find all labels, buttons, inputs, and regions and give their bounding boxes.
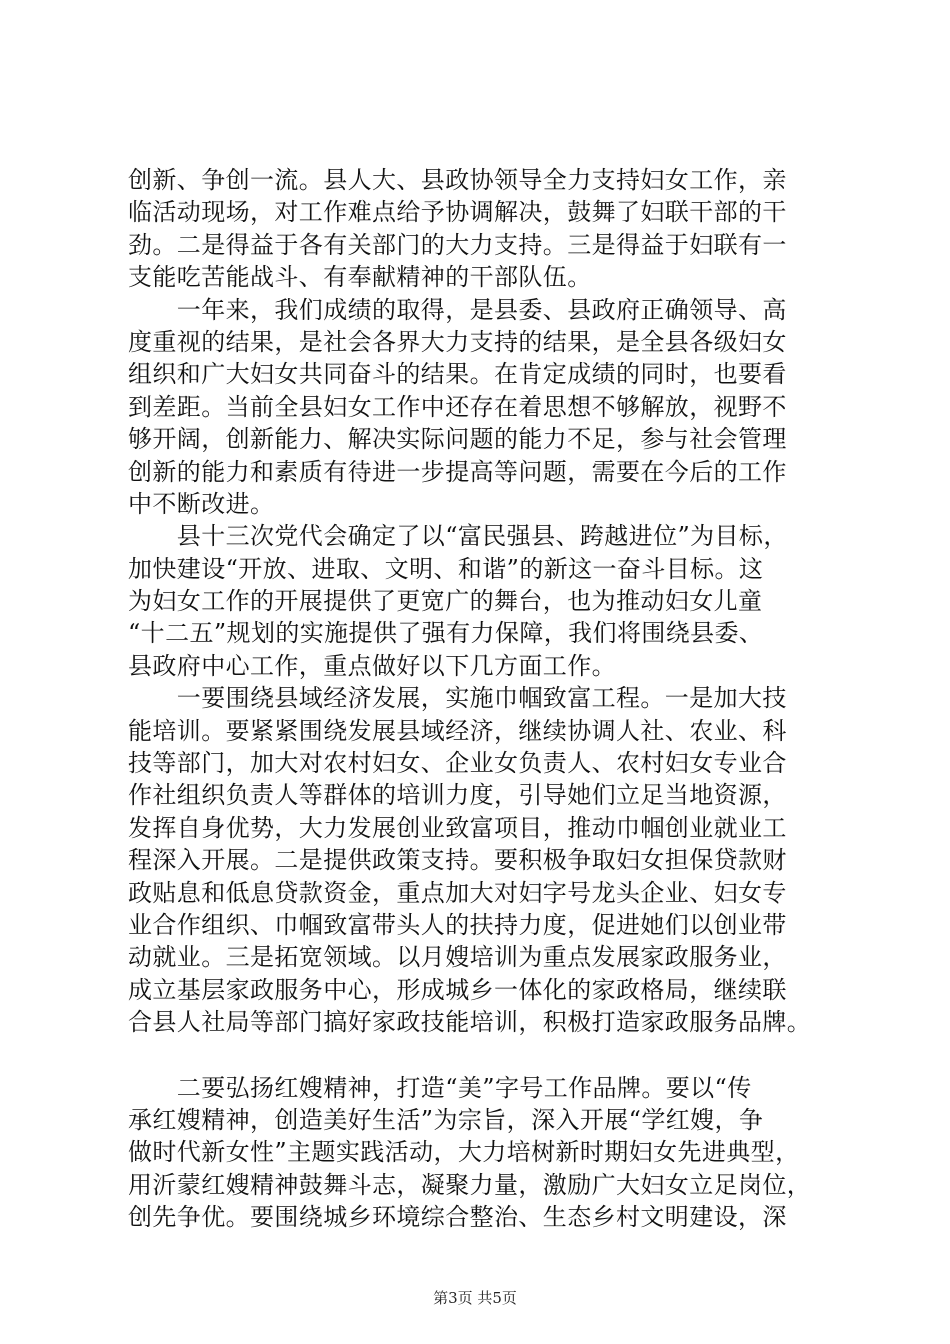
text-line: 支能吃苦能战斗、有奉献精神的干部队伍。 — [128, 263, 592, 292]
text-line: 发挥自身优势，大力发展创业致富项目，推动巾帼创业就业工 — [128, 813, 787, 842]
text-line: 创新的能力和素质有待进一步提高等问题，需要在今后的工作 — [128, 457, 787, 486]
text-line: 二要弘扬红嫂精神，打造“美”字号工作品牌。要以“传 — [128, 1073, 752, 1102]
text-line: 临活动现场，对工作难点给予协调解决，鼓舞了妇联干部的干 — [128, 198, 787, 227]
text-line: 一要围绕县域经济发展，实施巾帼致富工程。一是加大技 — [128, 684, 787, 713]
text-line: 一年来，我们成绩的取得，是县委、县政府正确领导、高 — [128, 295, 787, 324]
text-line: 劲。二是得益于各有关部门的大力支持。三是得益于妇联有一 — [128, 230, 787, 259]
text-line: 组织和广大妇女共同奋斗的结果。在肯定成绩的同时，也要看 — [128, 360, 787, 389]
text-line: 能培训。要紧紧围绕发展县域经济，继续协调人社、农业、科 — [128, 716, 787, 745]
text-line: 为妇女工作的开展提供了更宽广的舞台，也为推动妇女儿童 — [128, 587, 763, 616]
text-line: 中不断改进。 — [128, 489, 275, 518]
text-line: 到差距。当前全县妇女工作中还存在着思想不够解放，视野不 — [128, 392, 787, 421]
paragraph — [128, 1072, 828, 1234]
text-line: 技等部门，加大对农村妇女、企业女负责人、农村妇女专业合 — [128, 749, 787, 778]
text-line: 政贴息和低息贷款资金，重点加大对妇字号龙头企业、妇女专 — [128, 878, 787, 907]
page-number: 第3页 共5页 — [433, 1289, 517, 1307]
text-line: 作社组织负责人等群体的培训力度，引导她们立足当地资源， — [128, 781, 787, 810]
paragraph — [128, 164, 828, 294]
text-line: 度重视的结果，是社会各界大力支持的结果，是全县各级妇女 — [128, 327, 787, 356]
text-line: 加快建设“开放、进取、文明、和谐”的新这一奋斗目标。这 — [128, 554, 764, 583]
text-line: “十二五”规划的实施提供了强有力保障，我们将围绕县委、 — [128, 619, 764, 648]
text-line: 县十三次党代会确定了以“富民强县、跨越进位”为目标， — [128, 522, 788, 551]
text-line: 创先争优。要围绕城乡环境综合整治、生态乡村文明建设，深 — [128, 1203, 787, 1232]
text-line: 合县人社局等部门搞好家政技能培训，积极打造家政服务品牌。 — [128, 1008, 812, 1037]
paragraph-gap — [128, 1039, 828, 1072]
text-line: 程深入开展。二是提供政策支持。要积极争取妇女担保贷款财 — [128, 846, 787, 875]
paragraph — [128, 520, 828, 682]
paragraph — [128, 294, 828, 521]
paragraph — [128, 682, 828, 1038]
document-body — [128, 164, 828, 1234]
text-line: 县政府中心工作，重点做好以下几方面工作。 — [128, 651, 616, 680]
text-line: 创新、争创一流。县人大、县政协领导全力支持妇女工作，亲 — [128, 166, 787, 194]
text-line: 用沂蒙红嫂精神鼓舞斗志，凝聚力量，激励广大妇女立足岗位， — [128, 1170, 812, 1199]
text-line: 动就业。三是拓宽领域。以月嫂培训为重点发展家政服务业， — [128, 943, 787, 972]
text-line: 成立基层家政服务中心，形成城乡一体化的家政格局，继续联 — [128, 975, 787, 1004]
text-line: 承红嫂精神，创造美好生活”为宗旨，深入开展“学红嫂，争 — [128, 1105, 764, 1134]
text-line: 业合作组织、巾帼致富带头人的扶持力度，促进她们以创业带 — [128, 910, 787, 939]
text-line: 做时代新女性”主题实践活动，大力培树新时期妇女先进典型， — [128, 1138, 800, 1167]
text-line: 够开阔，创新能力、解决实际问题的能力不足，参与社会管理 — [128, 425, 787, 454]
